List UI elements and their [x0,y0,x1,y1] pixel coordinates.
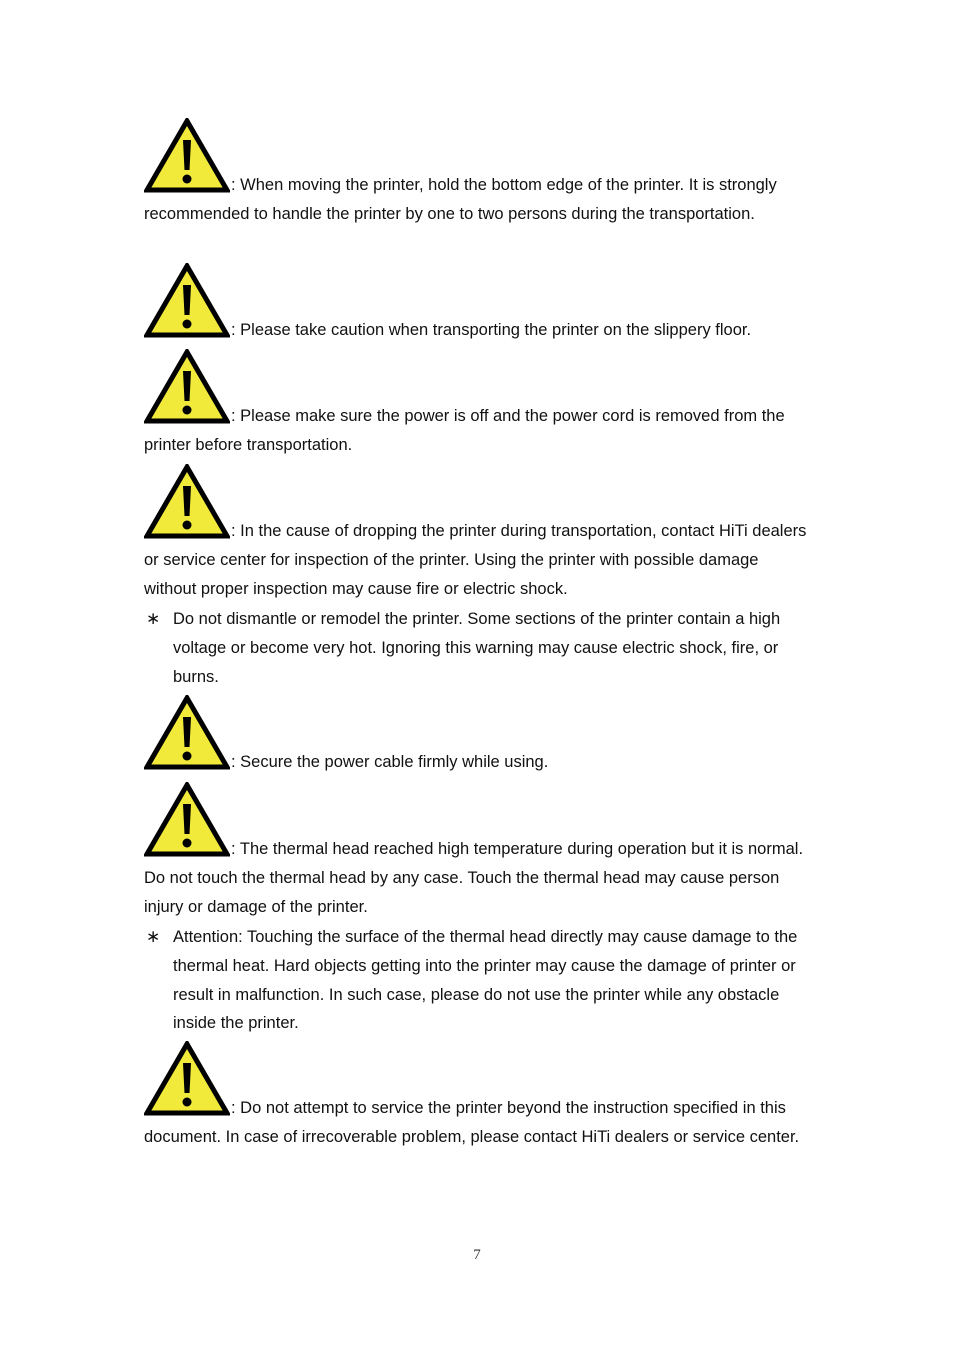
warning-paragraph-slippery-floor: : Please take caution when transporting the printer on the slippery floor. [144,263,814,345]
warning-triangle-icon [144,695,230,770]
note-attention: ∗ Attention: Touching the surface of the thermal head directly may cause damage to the thermal heat. Hard objects getting into the printer may cause the damage of printer or result in malfunction. In such case, please do not use the printer while any obstacle inside the printer. [144,923,814,1038]
warning-paragraph-moving: : When moving the printer, hold the bottom edge of the printer. It is strongly recommended to handle the printer by one to two persons during the transportation. [144,118,814,229]
warning-paragraph-service: : Do not attempt to service the printer beyond the instruction specified in this document. In case of irrecoverable problem, please contact HiTi dealers or service center. [144,1041,814,1152]
warning-triangle-icon [144,263,230,338]
warning-triangle-icon [144,349,230,424]
page-number: 7 [473,1247,481,1263]
warning-triangle-icon [144,464,230,539]
asterisk-bullet: ∗ [146,609,161,629]
warning-paragraph-power-off: : Please make sure the power is off and the power cord is removed from the printer before transportation. [144,349,814,460]
warning-triangle-icon [144,782,230,857]
note-dismantle: ∗ Do not dismantle or remodel the printer. Some sections of the printer contain a high voltage or become very hot. Ignoring this warning may cause electric shock, fire, or burns. [144,605,814,691]
warning-paragraph-power-cable: : Secure the power cable firmly while using. [144,695,814,777]
warning-paragraph-thermal-head: : The thermal head reached high temperature during operation but it is normal. Do not touch the thermal head by any case. Touch the thermal head may cause person injury or damage of the printer. [144,782,814,921]
warning-triangle-icon [144,1041,230,1116]
asterisk-bullet: ∗ [146,927,161,947]
warning-triangle-icon [144,118,230,193]
warning-paragraph-dropping: : In the cause of dropping the printer during transportation, contact HiTi dealers or service center for inspection of the printer. Using the printer with possible damage without proper inspection may cause fire or electric shock. [144,464,814,603]
